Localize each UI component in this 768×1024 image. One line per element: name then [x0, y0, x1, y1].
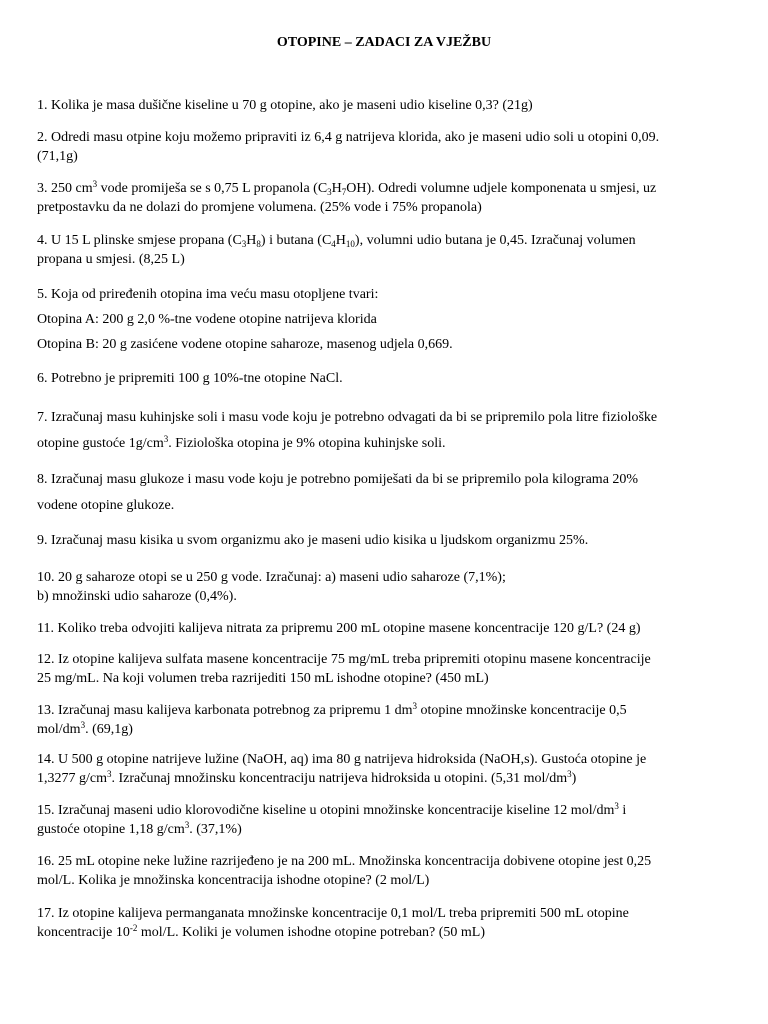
task-13 [37, 701, 732, 739]
task-4-sub-2: 8 [256, 239, 261, 249]
task-4-sub-3: 4 [331, 239, 336, 249]
task-3-sub-2: 7 [341, 187, 347, 197]
task-11-line-1: 11. Koliko treba odvojiti kalijeva nitrata za pripremu 200 mL otopine masene koncentracije 120 g/L? (24 g) [37, 621, 641, 636]
task-3-sub-1: 3 [327, 187, 332, 197]
task-13-sup-1: 3 [412, 701, 418, 711]
task-12-line-2: 25 mg/mL. Na koji volumen treba razrijediti 150 mL ishodne otopine? (450 mL) [37, 671, 489, 686]
task-14-text-c: ) [571, 771, 577, 786]
task-5-line-3: Otopina B: 20 g zasićene vodene otopine saharoze, masenog udjela 0,669. [37, 337, 453, 352]
task-15-line-1 [37, 801, 732, 820]
task-17-text-a: koncentracije 10 [37, 925, 130, 940]
task-5 [37, 282, 732, 357]
task-15-text-b: i [618, 803, 627, 818]
task-3-line-2: pretpostavku da ne dolazi do promjene volumena. (25% vode i 75% propanola) [37, 200, 482, 215]
task-2-line-2: (71,1g) [37, 149, 78, 164]
task-4-sub-1: 3 [241, 239, 247, 249]
task-14 [37, 750, 732, 788]
task-3-sup: 3 [92, 179, 98, 189]
task-5-line-2: Otopina A: 200 g 2,0 %-tne vodene otopine natrijeva klorida [37, 312, 377, 327]
task-10-line-2: b) množinski udio saharoze (0,4%). [37, 589, 237, 604]
task-13-sup-2: 3 [80, 720, 86, 730]
task-6 [37, 369, 732, 388]
task-1 [37, 96, 732, 115]
task-4-line-2: propana u smjesi. (8,25 L) [37, 252, 185, 267]
task-14-text-a: 1,3277 g/cm [37, 771, 107, 786]
task-11 [37, 619, 732, 638]
task-14-sup-2: 3 [567, 769, 572, 779]
task-1-line-1: 1. Kolika je masa dušične kiseline u 70 g otopine, ako je maseni udio kiseline 0,3? (21g) [37, 98, 533, 113]
task-17-sup: -2 [129, 923, 138, 933]
task-9-line-1: 9. Izračunaj masu kisika u svom organizmu ako je maseni udio kisika u ljudskom organizmu 25%. [37, 533, 589, 548]
task-3-text-c: H [331, 181, 342, 196]
task-16-line-2: mol/L. Kolika je množinska koncentracija ishodne otopine? (2 mol/L) [37, 873, 430, 888]
task-17-line-1: 17. Iz otopine kalijeva permanganata množinske koncentracije 0,1 mol/L treba pripremiti 500 mL otopine [37, 906, 629, 921]
task-3-text-a: 3. 250 cm [37, 181, 93, 196]
task-13-text-a: 13. Izračunaj masu kalijeva karbonata potrebnog za pripremu 1 dm [37, 703, 413, 718]
task-7-line-2 [37, 431, 732, 457]
task-4-line-1 [37, 231, 732, 250]
task-17-text-b: mol/L. Koliki je volumen ishodne otopine potreban? (50 mL) [137, 925, 486, 940]
task-15-text-d: . (37,1%) [189, 822, 242, 837]
task-15-text-c: gustoće otopine 1,18 g/cm [37, 822, 185, 837]
task-15-text-a: 15. Izračunaj maseni udio klorovodične kiseline u otopini množinske koncentracije kiseline 12 mol/dm [37, 803, 615, 818]
task-4-text-a: 4. U 15 L plinske smjese propana (C [37, 233, 242, 248]
task-7 [37, 405, 732, 457]
task-15-sup-2: 3 [184, 820, 190, 830]
task-13-line-1 [37, 701, 732, 720]
task-12-line-1: 12. Iz otopine kalijeva sulfata masene koncentracije 75 mg/mL treba pripremiti otopinu masene koncentracije [37, 652, 651, 667]
task-8-line-2: vodene otopine glukoze. [37, 498, 175, 513]
task-14-line-1: 14. U 500 g otopine natrijeve lužine (NaOH, aq) ima 80 g natrijeva hidroksida (NaOH,s). Gustoća otopine je [37, 752, 647, 767]
task-14-text-b: . Izračunaj množinsku koncentraciju natrijeva hidroksida u otopini. (5,31 mol/dm [111, 771, 568, 786]
task-14-line-2 [37, 769, 732, 788]
task-17-line-2 [37, 923, 732, 942]
task-2 [37, 128, 732, 166]
task-13-text-d: . (69,1g) [85, 722, 133, 737]
task-6-line-1: 6. Potrebno je pripremiti 100 g 10%-tne otopine NaCl. [37, 371, 343, 386]
task-7-text-a: otopine gustoće 1g/cm [37, 436, 164, 451]
task-8-line-1: 8. Izračunaj masu glukoze i masu vode koju je potrebno pomiješati da bi se pripremilo pola kilograma 20% [37, 472, 639, 487]
task-13-line-2 [37, 720, 732, 739]
task-8 [37, 467, 732, 519]
task-14-sup-1: 3 [107, 769, 112, 779]
task-3-line-1 [37, 179, 732, 198]
task-13-text-c: mol/dm [37, 722, 81, 737]
task-7-text-b: . Fiziološka otopina je 9% otopina kuhinjske soli. [168, 436, 446, 451]
task-9 [37, 531, 732, 550]
task-3 [37, 179, 732, 217]
task-16-line-1: 16. 25 mL otopine neke lužine razrijeđeno je na 200 mL. Množinska koncentracija dobivene otopine jest 0,25 [37, 854, 652, 869]
task-7-sup: 3 [163, 434, 169, 444]
task-10-line-1: 10. 20 g saharoze otopi se u 250 g vode. Izračunaj: a) maseni udio saharoze (7,1%); [37, 570, 506, 585]
task-4-text-c: ) i butana (C [260, 233, 332, 248]
task-3-text-d: OH). Odredi volumne udjele komponenata u smjesi, uz [346, 181, 657, 196]
task-4-text-d: H [335, 233, 346, 248]
task-7-line-1: 7. Izračunaj masu kuhinjske soli i masu vode koju je potrebno odvagati da bi se pripremilo pola litre fiziološke [37, 410, 658, 425]
task-3-text-b: vode promiješa se s 0,75 L propanola (C [97, 181, 328, 196]
task-17 [37, 904, 732, 942]
task-10 [37, 568, 732, 606]
task-12 [37, 650, 732, 688]
page-title: OTOPINE – ZADACI ZA VJEŽBU [276, 35, 492, 50]
task-4-text-e: ), volumni udio butana je 0,45. Izračunaj volumen [354, 233, 636, 248]
task-16 [37, 852, 732, 890]
task-13-text-b: otopine množinske koncentracije 0,5 [417, 703, 627, 718]
task-4-sub-4: 10 [345, 239, 355, 249]
task-5-line-1: 5. Koja od priređenih otopina ima veću masu otopljene tvari: [37, 287, 379, 302]
task-15 [37, 801, 732, 839]
task-4-text-b: H [246, 233, 257, 248]
task-4 [37, 231, 732, 269]
task-2-line-1: 2. Odredi masu otpine koju možemo pripraviti iz 6,4 g natrijeva klorida, ako je maseni udio soli u otopini 0,09. [37, 130, 660, 145]
task-15-sup-1: 3 [614, 801, 619, 811]
task-15-line-2 [37, 820, 732, 839]
